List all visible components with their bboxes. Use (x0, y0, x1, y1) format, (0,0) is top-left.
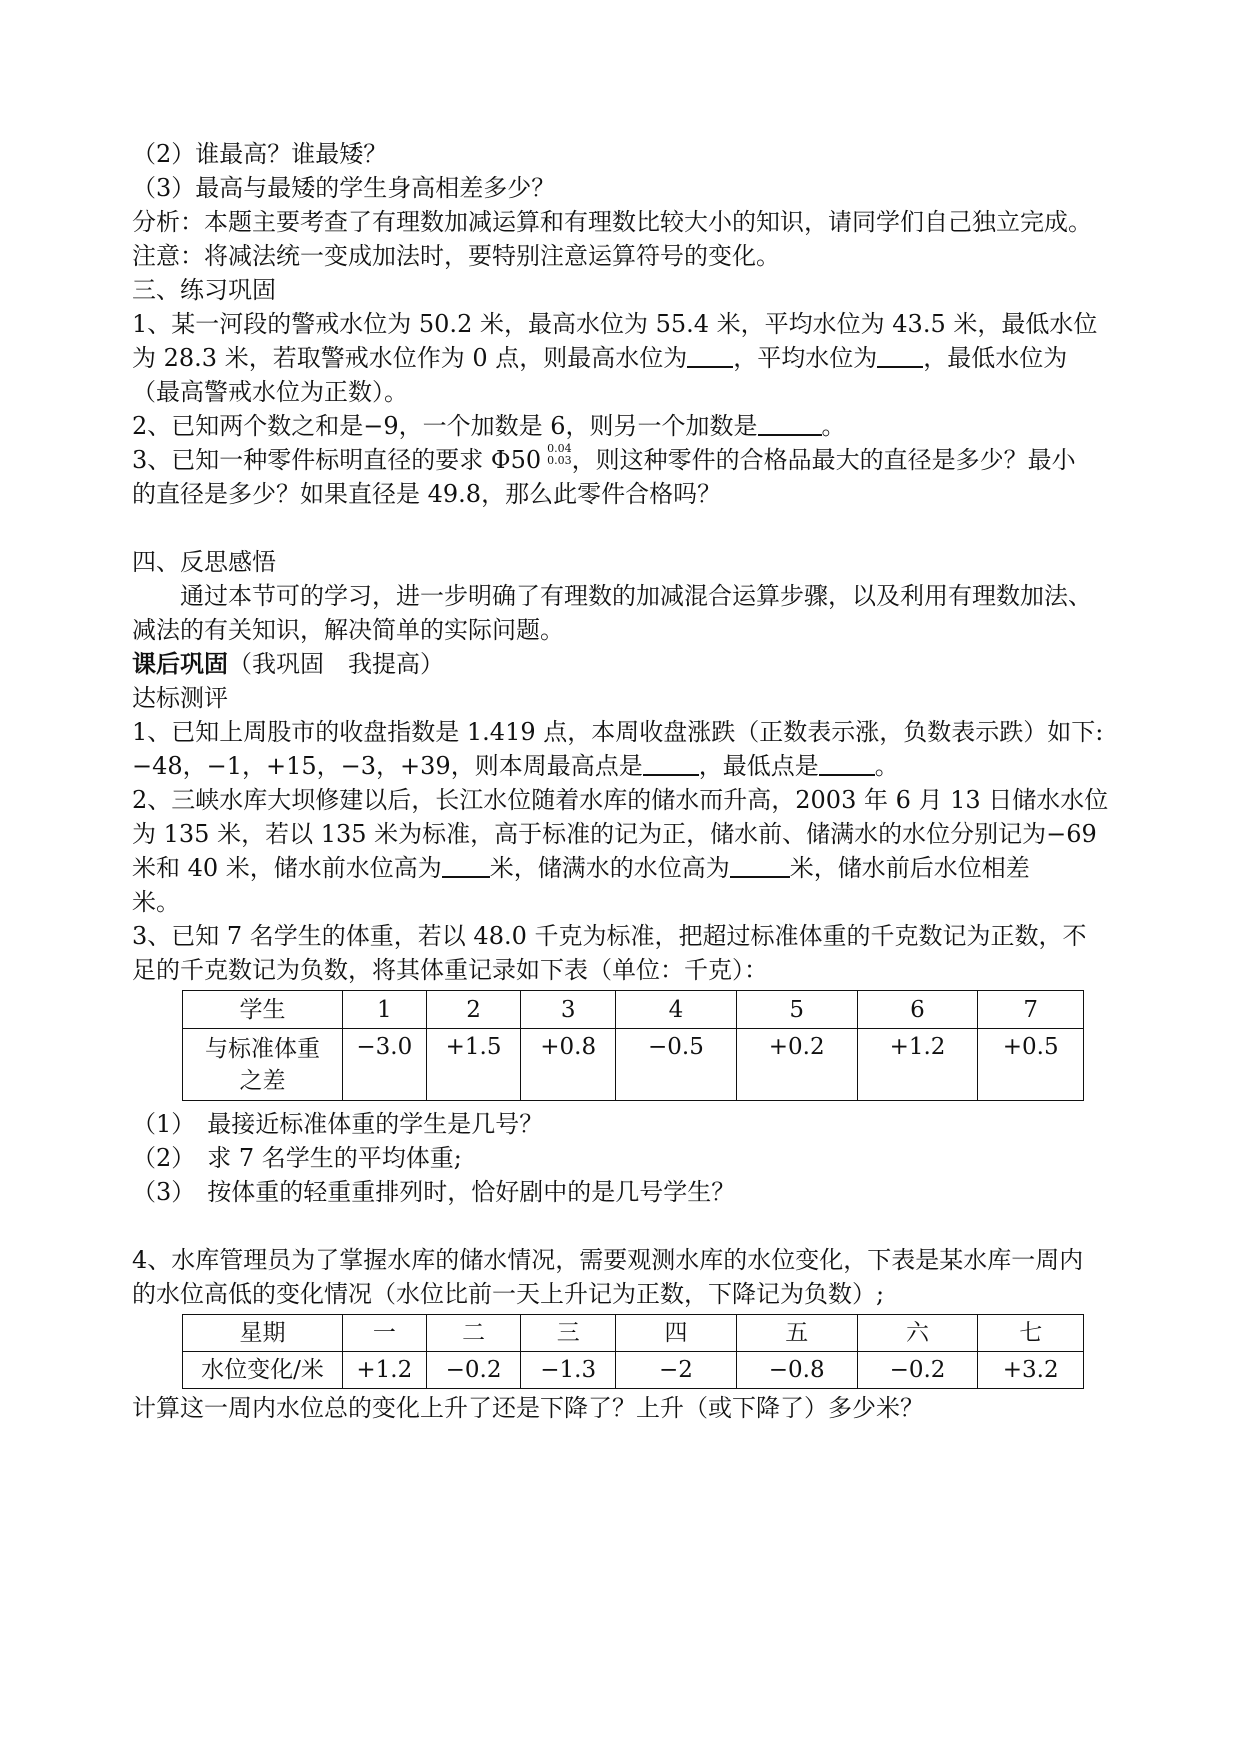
assessment-4-line-1: 4、水库管理员为了掌握水库的储水情况，需要观测水库的水位变化，下表是某水库一周内 (132, 1246, 1084, 1274)
assessment-heading: 达标测评 (132, 684, 228, 712)
answer-blank[interactable] (442, 854, 490, 878)
assessment-3-line-1: 3、已知 7 名学生的体重，若以 48.0 千克为标准，把超过标准体重的千克数记为正数，不 (132, 922, 1087, 950)
practice-1-line-1: 1、某一河段的警戒水位为 50.2 米，最高水位为 55.4 米，平均水位为 43.5 米，最低水位 (132, 310, 1098, 338)
tolerance-notation: 0.04 0.03 (547, 442, 572, 467)
assessment-4-question: 计算这一周内水位总的变化上升了还是下降了？上升（或下降了）多少米？ (132, 1394, 924, 1422)
table-row: 水位变化/米 +1.2 −0.2 −1.3 −2 −0.8 −0.2 +3.2 (183, 1352, 1084, 1389)
answer-blank[interactable] (819, 752, 875, 776)
note-text: 注意：将减法统一变成加法时，要特别注意运算符号的变化。 (132, 242, 780, 270)
analysis-text: 分析：本题主要考查了有理数加减运算和有理数比较大小的知识，请同学们自己独立完成。 (132, 208, 1092, 236)
practice-3-line-2: 的直径是多少？如果直径是 49.8，那么此零件合格吗？ (132, 480, 722, 508)
table-row: 与标准体重 之差 −3.0 +1.5 +0.8 −0.5 +0.2 +1.2 +0.5 (183, 1029, 1084, 1101)
reflection-line-1: 通过本节可的学习，进一步明确了有理数的加减混合运算步骤，以及利用有理数加法、 (180, 582, 1092, 610)
answer-blank[interactable] (758, 412, 822, 436)
section-heading-practice: 三、练习巩固 (132, 276, 276, 304)
weight-table (182, 990, 1084, 1101)
row-label: 与标准体重 之差 (183, 1029, 343, 1101)
answer-blank[interactable] (730, 854, 790, 878)
practice-2: 2、已知两个数之和是−9，一个加数是 6，则另一个加数是 。 (132, 412, 846, 440)
question-3: （3）最高与最矮的学生身高相差多少？ (132, 174, 556, 202)
assessment-2-line-1: 2、三峡水库大坝修建以后，长江水位随着水库的储水而升高，2003 年 6 月 13 日储水水位 (132, 786, 1109, 814)
table-row: 学生 1 2 3 4 5 6 7 (183, 991, 1084, 1029)
answer-blank[interactable] (877, 344, 923, 368)
practice-1-line-2: 为 28.3 米，若取警戒水位作为 0 点，则最高水位为 ，平均水位为 ，最低水位为 (132, 344, 1068, 372)
water-level-table (182, 1314, 1084, 1389)
assessment-2-line-4: 米。 (132, 888, 180, 916)
sub-question-3: （3） 按体重的轻重重排列时，恰好剧中的是几号学生？ (132, 1178, 736, 1206)
practice-1-line-3: （最高警戒水位为正数）。 (132, 378, 408, 406)
section-heading-reflection: 四、反思感悟 (132, 548, 276, 576)
answer-blank[interactable] (687, 344, 733, 368)
sub-question-1: （1） 最接近标准体重的学生是几号？ (132, 1110, 544, 1138)
table-row: 星期 一 二 三 四 五 六 七 (183, 1315, 1084, 1352)
sub-question-2: （2） 求 7 名学生的平均体重; (132, 1144, 462, 1172)
practice-3-line-1: 3、已知一种零件标明直径的要求 Φ50 0.04 0.03 ，则这种零件的合格品最大的直径是多少？最小 (132, 442, 1076, 474)
assessment-1-line-2: −48，−1，+15，−3，+39，则本周最高点是 ，最低点是 。 (132, 752, 899, 780)
assessment-4-line-2: 的水位高低的变化情况（水位比前一天上升记为正数，下降记为负数）; (132, 1280, 885, 1308)
after-class-heading: 课后巩固（我巩固 我提高） (132, 649, 444, 678)
question-2: （2）谁最高？谁最矮？ (132, 140, 388, 168)
assessment-1-line-1: 1、已知上周股市的收盘指数是 1.419 点，本周收盘涨跌（正数表示涨，负数表示跌）如下: (132, 718, 1104, 746)
answer-blank[interactable] (643, 752, 699, 776)
assessment-2-line-3: 米和 40 米，储水前水位高为 米，储满水的水位高为 米，储水前后水位相差 (132, 854, 1030, 882)
reflection-line-2: 减法的有关知识，解决简单的实际问题。 (132, 616, 564, 644)
assessment-2-line-2: 为 135 米，若以 135 米为标准，高于标准的记为正，储水前、储满水的水位分别记为−69 (132, 820, 1097, 848)
assessment-3-line-2: 足的千克数记为负数，将其体重记录如下表（单位：千克）： (132, 956, 768, 984)
